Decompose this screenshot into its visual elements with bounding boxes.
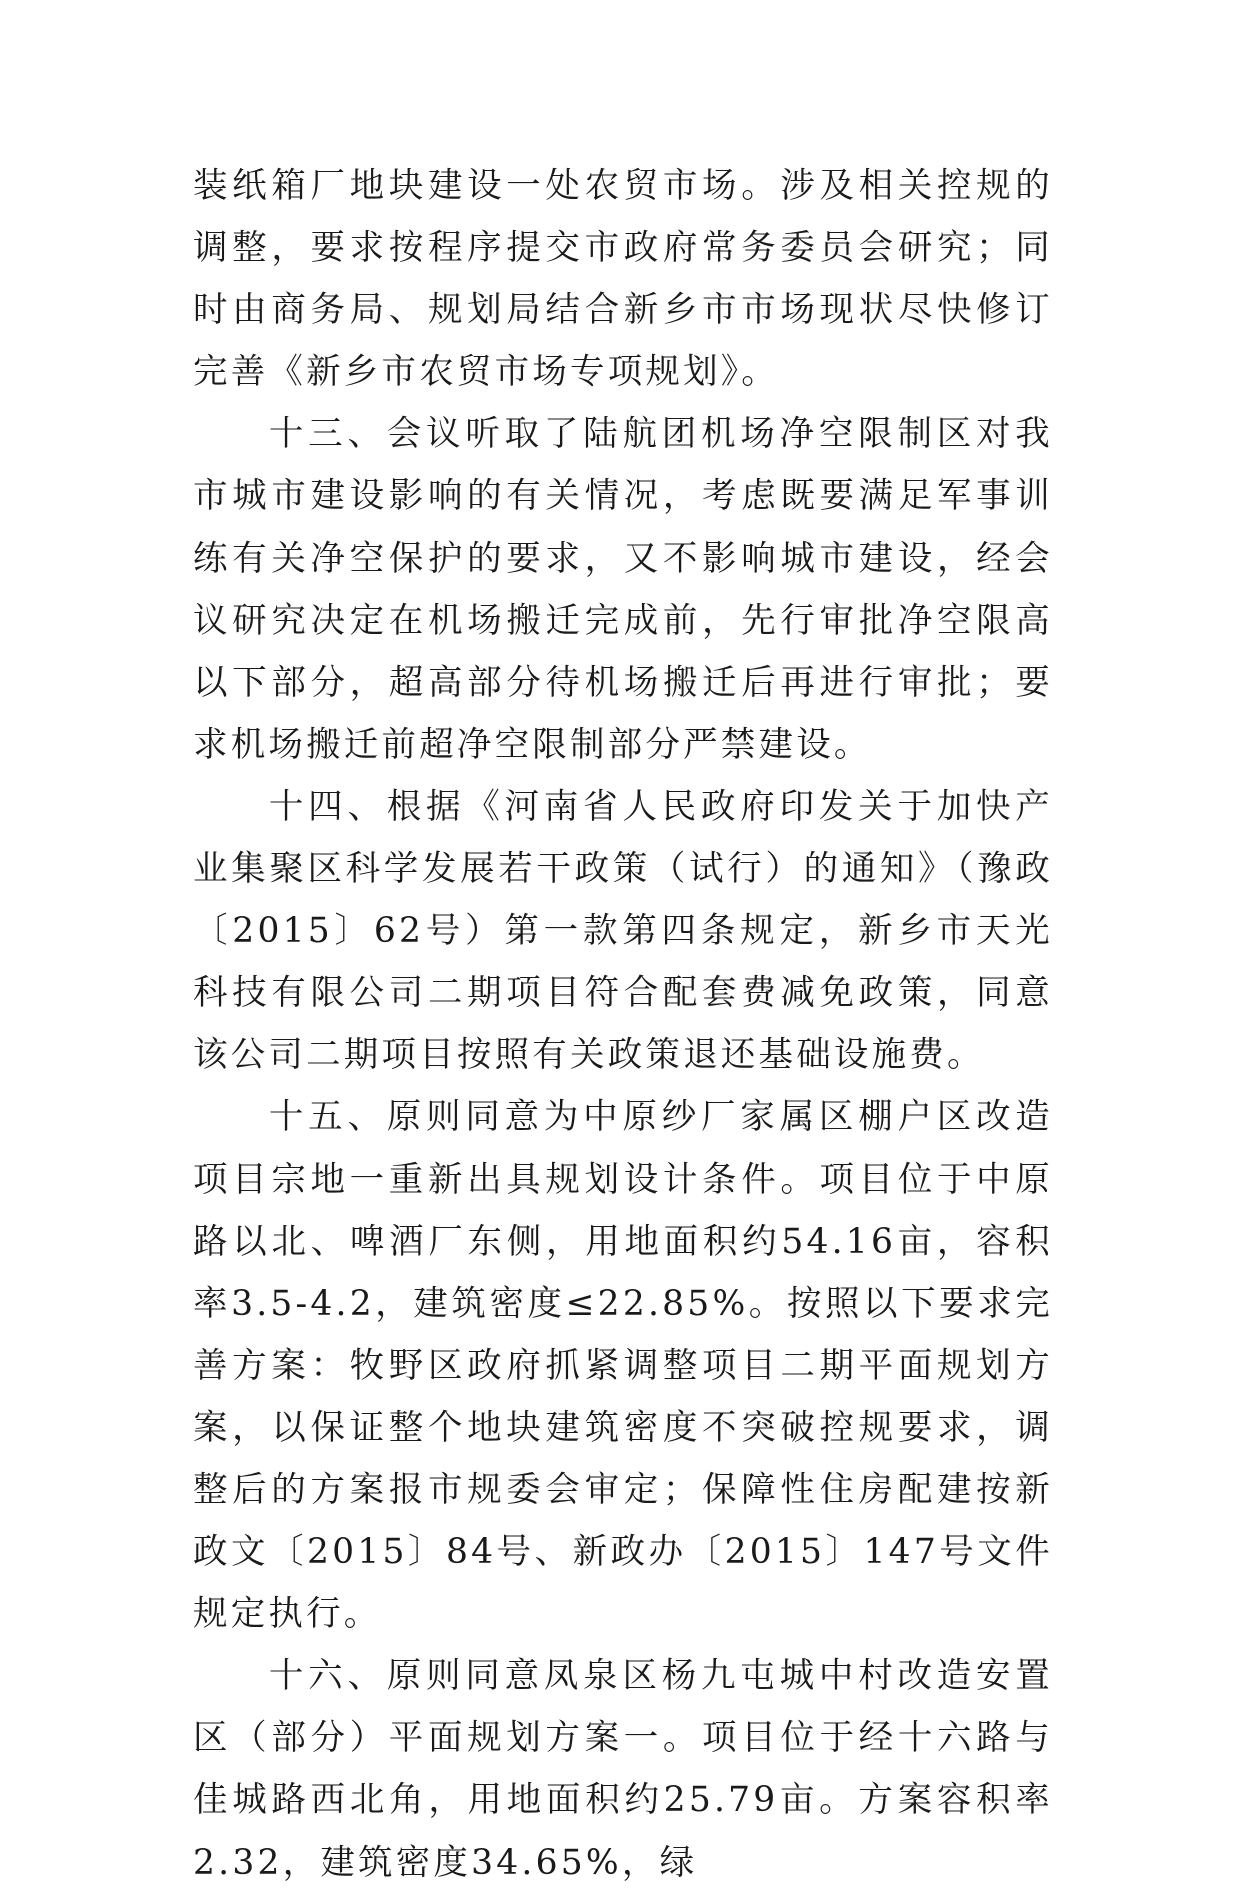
document-body: [193, 155, 1053, 1894]
paragraph-market-plan: 装纸箱厂地块建设一处农贸市场。涉及相关控规的调整，要求按程序提交市政府常务委员会研究；同时由商务局、规划局结合新乡市市场现状尽快修订完善《新乡市农贸市场专项规划》。: [193, 166, 1053, 393]
paragraph-item-13-airport-clearance: 十三、会议听取了陆航团机场净空限制区对我市城市建设影响的有关情况，考虑既要满足军事训练有关净空保护的要求，又不影响城市建设，经会议研究决定在机场搬迁完成前，先行审批净空限高以下部分，超高部分待机场搬迁后再进行审批；要求机场搬迁前超净空限制部分严禁建设。: [193, 414, 1053, 765]
paragraph-item-16-resettlement-plan: 十六、原则同意凤泉区杨九屯城中村改造安置区（部分）平面规划方案一。项目位于经十六路与佳城路西北角，用地面积约25.79亩。方案容积率2.32，建筑密度34.65%，绿: [193, 1656, 1053, 1883]
paragraph-item-14-fee-refund: 十四、根据《河南省人民政府印发关于加快产业集聚区科学发展若干政策（试行）的通知》（豫政〔2015〕62号）第一款第四条规定，新乡市天光科技有限公司二期项目符合配套费减免政策，同意该公司二期项目按照有关政策退还基础设施费。: [193, 786, 1053, 1076]
paragraph-item-15-shantytown-renovation: 十五、原则同意为中原纱厂家属区棚户区改造项目宗地一重新出具规划设计条件。项目位于中原路以北、啤酒厂东侧，用地面积约54.16亩，容积率3.5-4.2，建筑密度≤22.85%。按照以下要求完善方案：牧野区政府抓紧调整项目二期平面规划方案，以保证整个地块建筑密度不突破控规要求，调整后的方案报市规委会审定；保障性住房配建按新政文〔2015〕84号、新政办〔2015〕147号文件规定执行。: [193, 1097, 1053, 1635]
